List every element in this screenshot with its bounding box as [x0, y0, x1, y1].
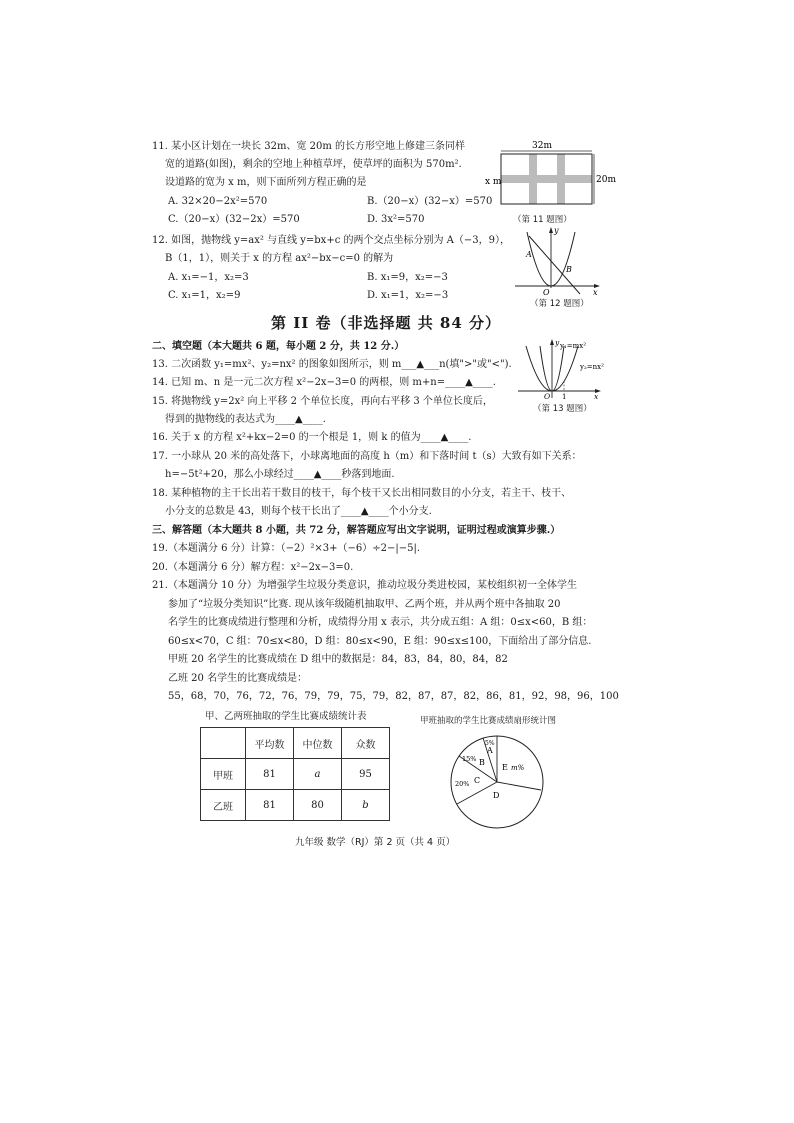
q11-figure-caption: （第 11 题图）: [513, 215, 572, 225]
table-cell: a: [294, 759, 342, 790]
q17-line2: h=−5t²+20，那么小球经过____▲____秒落到地面.: [165, 469, 395, 480]
table-header-row: [201, 728, 390, 759]
table-cell: 乙班: [201, 790, 246, 821]
q13-fig-y: y: [555, 338, 560, 347]
table-header-cell: 中位数: [294, 728, 342, 759]
q13-figure: [512, 336, 608, 400]
pie-pct-c: 20%: [455, 780, 470, 788]
q15-line2: 得到的抛物线的表达式为____▲____.: [165, 414, 326, 425]
pie-chart: [445, 732, 555, 832]
q11-line1: 11. 某小区计划在一块长 32m、宽 20m 的长方形空地上修建三条同样: [152, 141, 466, 152]
pie-label-c: C: [474, 776, 481, 785]
q18-line2: 小分支的总数是 43，则每个枝干长出了____▲____个小分支.: [165, 506, 432, 517]
q12-fig-o: O: [543, 288, 550, 297]
q13-fig-label-y2: y₂=nx²: [580, 363, 604, 371]
table-title: 甲、乙两班抽取的学生比赛成绩统计表: [205, 711, 367, 722]
q11-line3: 设道路的宽为 x m，则下面所列方程正确的是: [165, 177, 367, 188]
q19-text: 19.（本题满分 6 分）计算：（−2）²×3+（−6）÷2−|−5|.: [152, 543, 421, 554]
q12-figure: [505, 224, 605, 296]
q11-fig-top-label: 32m: [532, 141, 552, 151]
q12-option-b: B. x₁=9，x₂=−3: [367, 272, 448, 283]
q13-figure-caption: （第 13 题图）: [533, 404, 592, 414]
pie-pct-a: 5%: [485, 740, 495, 747]
q20-text: 20.（本题满分 6 分）解方程：x²−2x−3=0.: [152, 562, 354, 573]
pie-label-m: m%: [511, 764, 525, 772]
q11-fig-left-label: x m: [485, 177, 502, 187]
part3-heading: 三、解答题（本大题共 8 小题，共 72 分，解答题应写出文字说明，证明过程或演算步骤.）: [152, 525, 561, 536]
q12-fig-x: x: [593, 288, 598, 297]
q11-option-c: C.（20−x）(32−2x）=570: [168, 214, 300, 225]
q12-fig-a: A: [526, 250, 532, 259]
q13-fig-one: 1: [562, 393, 567, 401]
q11-fig-right-label: 20m: [596, 175, 616, 185]
q12-option-a: A. x₁=−1，x₂=3: [168, 272, 249, 283]
table-header-cell: [201, 728, 246, 759]
q11-option-a: A. 32×20−2x²=570: [168, 196, 268, 207]
pie-title: 甲班抽取的学生比赛成绩扇形统计图: [420, 716, 557, 726]
q21-line5: 甲班 20 名学生的比赛成绩在 D 组中的数据是：84，83，84，80，84，82: [168, 654, 508, 665]
table-row: [201, 790, 390, 821]
q14-text: 14. 已知 m、n 是一元二次方程 x²−2x−3=0 的两根，则 m+n=____▲____.: [152, 377, 496, 388]
q11-line2: 宽的道路(如图)，剩余的空地上种植草坪，使草坪的面积为 570m².: [165, 159, 462, 170]
q12-line1: 12. 如图，抛物线 y=ax² 与直线 y=bx+c 的两个交点坐标分别为 A（−3，9），: [152, 235, 510, 246]
table-cell: 80: [294, 790, 342, 821]
q21-line6: 乙班 20 名学生的比赛成绩是：: [168, 673, 308, 684]
page-footer: 九年级 数学（RJ）第 2 页（共 4 页）: [295, 837, 456, 848]
table-cell: 81: [246, 759, 294, 790]
q13-fig-o: O: [544, 392, 551, 401]
pie-label-a: A: [487, 746, 493, 755]
table-cell: 95: [342, 759, 390, 790]
q11-option-d: D. 3x²=570: [367, 214, 425, 225]
q21-line2: 参加了“垃圾分类知识”比赛. 现从该年级随机抽取甲、乙两个班，并从两个班中各抽取 20: [168, 599, 561, 610]
pie-label-e: E: [502, 763, 508, 772]
pie-label-b: B: [479, 758, 485, 767]
q17-line1: 17. 一小球从 20 米的高处落下，小球离地面的高度 h（m）和下落时间 t（s）大致有如下关系：: [152, 451, 582, 462]
section-2-title: 第 II 卷（非选择题 共 84 分）: [271, 314, 502, 332]
pie-label-d: D: [493, 791, 500, 800]
q12-option-c: C. x₁=1，x₂=9: [168, 290, 241, 301]
score-stat-table: [200, 727, 390, 821]
pie-pct-b: 15%: [462, 755, 477, 763]
q21-line7: 55，68，70，76，72，76，79，79，75，79，82，87，87，82，86，81，92，98，96，100: [168, 691, 619, 702]
q11-option-b: B.（20−x）(32−x）=570: [367, 196, 493, 207]
table-cell: 甲班: [201, 759, 246, 790]
q12-line2: B（1，1），则关于 x 的方程 ax²−bx−c=0 的解为: [165, 253, 394, 264]
q15-line1: 15. 将抛物线 y=2x² 向上平移 2 个单位长度，再向右平移 3 个单位长度后，: [152, 396, 493, 407]
table-cell: 81: [246, 790, 294, 821]
table-header-cell: 众数: [342, 728, 390, 759]
part2-heading: 二、填空题（本大题共 6 题，每小题 2 分，共 12 分.）: [152, 341, 405, 352]
table-cell: b: [342, 790, 390, 821]
q12-figure-caption: （第 12 题图）: [530, 299, 589, 309]
q21-line4: 60≤x<70，C 组：70≤x<80，D 组：80≤x<90，E 组：90≤x≤100，下面给出了部分信息.: [168, 636, 592, 647]
q12-fig-y: y: [554, 226, 559, 235]
q13-fig-label-y1: y₁=mx²: [560, 342, 587, 350]
q21-line1: 21.（本题满分 10 分）为增强学生垃圾分类意识，推动垃圾分类进校园，某校组织初一全体学生: [152, 580, 577, 591]
q12-option-d: D. x₁=1，x₂=−3: [367, 290, 449, 301]
table-header-cell: 平均数: [246, 728, 294, 759]
q13-fig-x: x: [594, 392, 599, 401]
q21-line3: 名学生的比赛成绩进行整理和分析，成绩得分用 x 表示，共分成五组：A 组：0≤x<60，B 组：: [168, 617, 593, 628]
q13-text: 13. 二次函数 y₁=mx²、y₂=nx² 的图象如图所示，则 m___▲___n(填">"或"<").: [152, 359, 512, 370]
q12-fig-b: B: [566, 265, 572, 274]
q18-line1: 18. 某种植物的主干长出若干数目的枝干，每个枝干又长出相同数目的小分支，若主干、枝干、: [152, 488, 572, 499]
table-row: [201, 759, 390, 790]
q16-text: 16. 关于 x 的方程 x²+kx−2=0 的一个根是 1，则 k 的值为____▲____.: [152, 432, 472, 443]
